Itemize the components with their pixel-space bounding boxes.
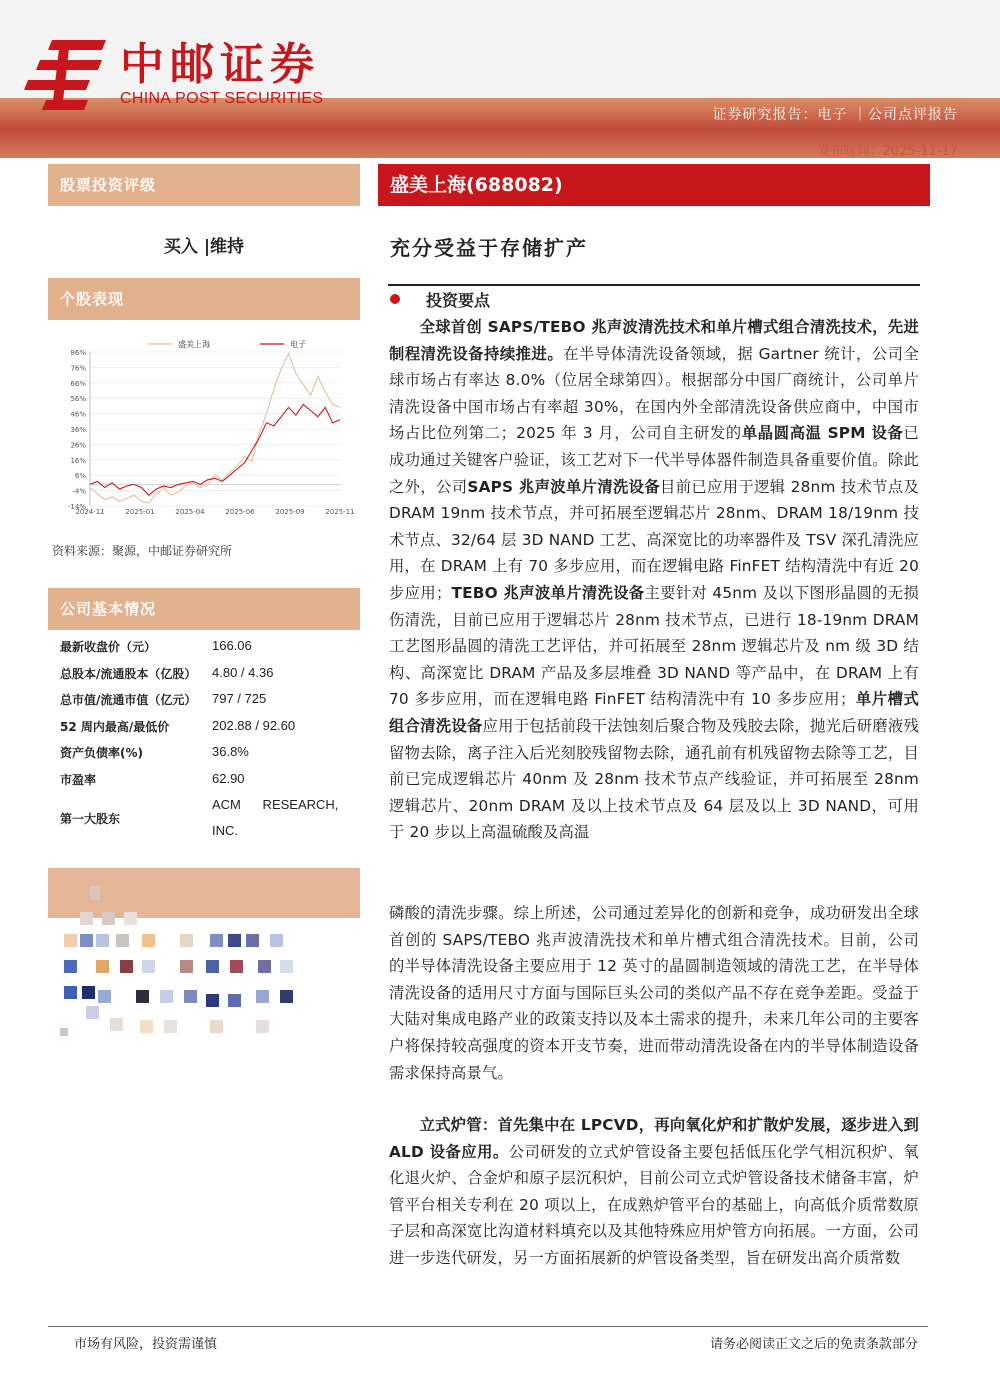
paragraph-cleaning-equipment <box>389 314 919 846</box>
info-label: 总市值/流通市值（亿元） <box>60 693 197 707</box>
body-text: 主要针对 45nm 及以下图形晶圆的无损伤清洗，目前已应用于逻辑芯片 28nm 技术节点，已进行 18-19nm DRAM 工艺图形晶圆的清洗工艺评估，并可拓展至 28nm 逻辑芯片及 nm 级 3D 结构、高深宽比 DRAM 产品及多层堆叠 3D NAND 等产品中，在 DRAM 上有 70 多步应用，而在逻辑电路 FinFET 结构清洗中有 10 多步应用； <box>389 583 919 709</box>
y-tick-label: 6% <box>74 472 86 481</box>
info-value: 166.06 <box>212 638 252 653</box>
body-text: 在半导体清洗设备领域，据 Gartner 统计，公司全球市场占有率达 8.0%（位居全球第四）。根据部分中国厂商统计，公司单片清洗设备中国市场占有率超 30%，在国内外全部清洗设备供应商中，中国市场占比位列第二；2025 年 3 月，公司自主研发的 <box>389 344 919 443</box>
x-tick-label: 2025-06 <box>225 508 255 516</box>
lead-bold: 立式炉管：首先集中在 LPCVD，再向氧化炉和扩散炉发展，逐步进入到 ALD 设备应用。 <box>389 1116 919 1161</box>
x-tick-label: 2025-11 <box>325 508 355 516</box>
x-tick-label: 2025-09 <box>275 508 305 516</box>
x-tick-label: 2025-04 <box>175 508 205 516</box>
info-label: 最新收盘价（元） <box>60 640 157 654</box>
paragraph-furnace <box>389 1112 919 1272</box>
y-tick-label: 46% <box>70 410 86 419</box>
bold-term: SAPS 兆声波单片清洗设备 <box>467 477 661 496</box>
legend-label: 盛美上海 <box>178 340 210 349</box>
analyst-info-pixelated <box>60 880 360 1040</box>
info-value: 202.88 / 92.60 <box>212 718 296 733</box>
footer-disclaimer: 请务必阅读正文之后的免责条款部分 <box>709 1337 918 1352</box>
chart-source: 资料来源：聚源，中邮证券研究所 <box>52 544 233 558</box>
info-label: 第一大股东 <box>60 812 121 826</box>
report-headline: 充分受益于存储扩产 <box>390 236 588 260</box>
y-tick-label: 76% <box>70 364 86 373</box>
body-text: 目前已应用于逻辑 28nm 技术节点及 DRAM 19nm 技术节点，并可拓展至逻辑芯片 28nm、DRAM 18/19nm 技术节点、32/64 层 3D NAND 工艺、高深宽比的功率器件及 TSV 深孔清洗应用，在 DRAM 上有 70 多步应用，而在逻辑电路 FinFET 结构清洗中有近 20 步应用； <box>389 477 919 602</box>
info-label: 总股本/流通股本（亿股） <box>60 667 197 681</box>
body-text: 应用于包括前段干法蚀刻后聚合物及残胶去除，抛光后研磨液残留物去除，离子注入后光刻胶残留物去除，通孔前有机残留物去除等工艺，目前已完成逻辑芯片 40nm 及 28nm 技术节点产线验证，并可拓展至 28nm 逻辑芯片、20nm DRAM 及以上技术节点及 64 层及以上 3D NAND，可用于 20 步以上高温硫酸及高温 <box>389 716 919 842</box>
paragraph-cleaning-summary: 磷酸的清洗步骤。综上所述，公司通过差异化的创新和竞争，成功研发出全球首创的 SAPS/TEBO 兆声波清洗技术和单片槽式组合清洗技术。目前，公司的半导体清洗设备主要应用于 12 英寸的晶圆制造领域的清洗工艺，在半导体清洗设备的适用尺寸方面与国际巨头公司的类似产品不存在竞争差距。受益于大陆对集成电路产业的政策支持以及本土需求的提升，未来几年公司的主要客户将保持较高强度的资本开支节奏，进而带动清洗设备在内的半导体制造设备需求保持高景气。 <box>389 904 919 1082</box>
divider <box>388 284 920 286</box>
publish-date: 发布时间：2025-11-17 <box>817 144 958 159</box>
body-text: 公司研发的立式炉管设备主要包括低压化学气相沉积炉、氧化退火炉、合金炉和原子层沉积炉，目前公司立式炉管设备技术储备丰富，炉管平台相关专利在 20 项以上，在成熟炉管平台的基础上，向高低介质常数原子层和高深宽比沟道材料填充以及其他特殊应用炉管方向拓展。一方面，公司进一步迭代研发，另一方面拓展新的炉管设备类型，旨在研发出高介质常数 <box>389 1142 919 1267</box>
bold-term: TEBO 兆声波单片清洗设备 <box>451 583 645 602</box>
y-tick-label: 16% <box>70 456 86 465</box>
rating-section-header: 股票投资评级 <box>48 164 360 206</box>
info-value: 62.90 <box>212 771 245 786</box>
lead-bold: 全球首创 SAPS/TEBO 兆声波清洗技术和单片槽式组合清洗技术，先进制程清洗设备持续推进。 <box>389 318 919 363</box>
bold-term: 单晶圆高温 SPM 设备 <box>741 424 904 443</box>
y-tick-label: 66% <box>70 379 86 388</box>
footer-risk-notice: 市场有风险，投资需谨慎 <box>74 1337 218 1352</box>
bold-term: 单片槽式组合清洗设备 <box>389 690 919 735</box>
bullet-icon <box>390 294 400 304</box>
stock-rating: 买入 |维持 <box>163 237 245 257</box>
legend-label: 电子 <box>290 340 306 349</box>
basic-info-section-header: 公司基本情况 <box>48 588 360 630</box>
footer-divider <box>48 1326 928 1327</box>
info-label: 市盈率 <box>60 773 97 787</box>
company-name-en: CHINA POST SECURITIES <box>120 90 324 107</box>
body-text: 已成功通过关键客户验证，该工艺对下一代半导体器件制造具备重要价值。除此之外，公司 <box>389 424 919 496</box>
stock-title-bar: 盛美上海(688082) <box>378 164 930 206</box>
info-value: ACM RESEARCH, <box>212 797 339 812</box>
info-value-line2: INC. <box>212 823 238 838</box>
report-type: 证券研究报告：电子 ｜公司点评报告 <box>712 107 958 123</box>
performance-section-header: 个股表现 <box>48 278 360 320</box>
series-line-0 <box>90 354 340 503</box>
info-value: 797 / 725 <box>212 691 267 706</box>
y-tick-label: 36% <box>70 426 86 434</box>
y-tick-label: 86% <box>70 349 86 357</box>
x-tick-label: 2025-01 <box>125 508 155 516</box>
y-tick-label: 26% <box>70 441 86 450</box>
key-points-title: 投资要点 <box>426 291 491 310</box>
china-post-logo-icon <box>26 38 108 112</box>
series-line-1 <box>90 404 340 495</box>
y-tick-label: -4% <box>72 487 86 496</box>
info-value: 4.80 / 4.36 <box>212 665 274 680</box>
company-name-cn: 中邮证券 <box>120 39 320 90</box>
y-tick-label: -14% <box>67 503 86 511</box>
stock-performance-chart <box>48 330 355 520</box>
y-tick-label: 56% <box>70 395 86 404</box>
info-label: 52 周内最高/最低价 <box>60 720 170 734</box>
x-tick-label: 2024-11 <box>75 508 105 516</box>
info-value: 36.8% <box>212 744 249 759</box>
info-label: 资产负债率(%) <box>60 746 143 760</box>
